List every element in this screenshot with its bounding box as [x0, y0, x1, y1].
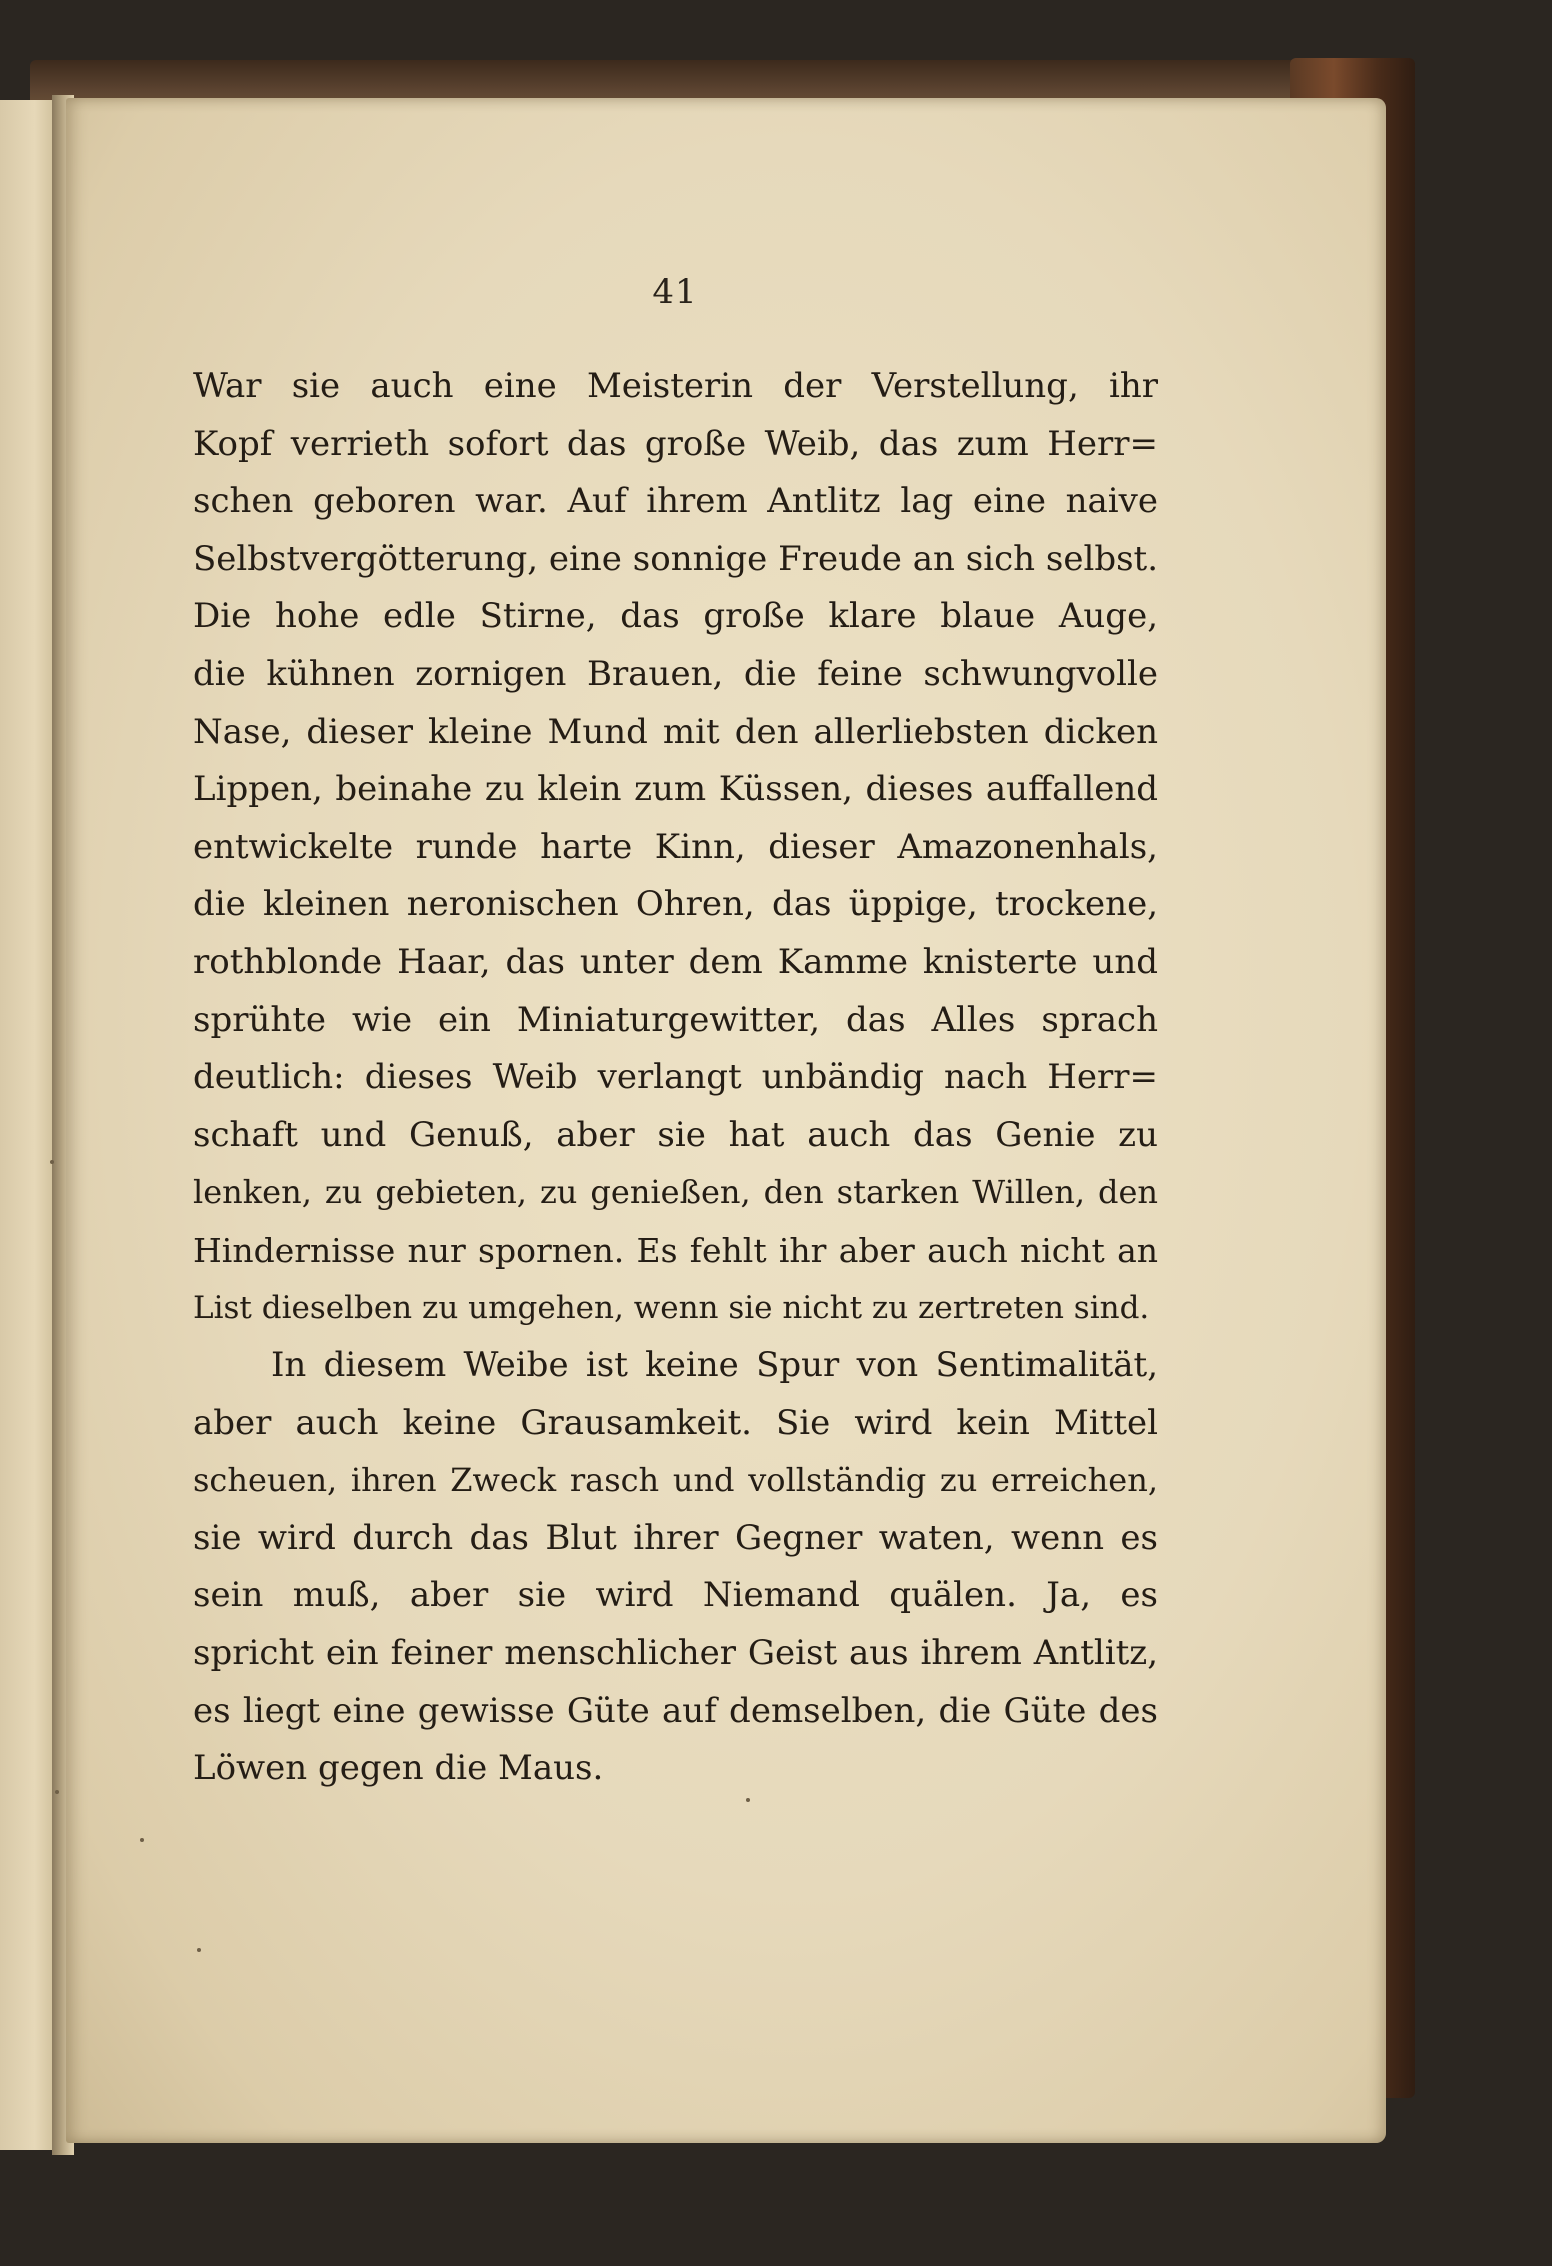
- paper-speck: [746, 1798, 750, 1802]
- text-line: Lippen, beinahe zu klein zum Küssen, dieses auffallend: [193, 769, 1158, 810]
- text-line: lenken, zu gebieten, zu genießen, den starken Willen, den: [193, 1173, 1158, 1212]
- text-line: spricht ein feiner menschlicher Geist aus ihrem Antlitz,: [193, 1633, 1158, 1674]
- text-line: In diesem Weibe ist keine Spur von Sentimalität,: [271, 1345, 1158, 1386]
- paper-speck: [55, 1790, 59, 1794]
- paper-speck: [50, 1160, 54, 1164]
- paper-speck: [140, 1838, 144, 1842]
- text-line: War sie auch eine Meisterin der Verstellung, ihr: [193, 366, 1158, 406]
- text-line: scheuen, ihren Zweck rasch und vollständig zu erreichen,: [193, 1461, 1158, 1500]
- text-line: schaft und Genuß, aber sie hat auch das Genie zu: [193, 1114, 1158, 1155]
- text-line: sprühte wie ein Miniaturgewitter, das Alles sprach: [193, 999, 1158, 1040]
- text-line: rothblonde Haar, das unter dem Kamme knisterte und: [193, 941, 1158, 982]
- text-line: aber auch keine Grausamkeit. Sie wird kein Mittel: [193, 1402, 1158, 1443]
- text-line: die kühnen zornigen Brauen, die feine schwungvolle: [193, 653, 1158, 694]
- page-number: 41: [652, 272, 698, 312]
- previous-page-edge: [0, 100, 58, 2150]
- paper-speck: [197, 1948, 201, 1952]
- text-line: Kopf verrieth sofort das große Weib, das zum Herr=: [193, 423, 1158, 464]
- text-line: schen geboren war. Auf ihrem Antlitz lag eine naive: [193, 481, 1158, 522]
- text-line: Nase, dieser kleine Mund mit den allerliebsten dicken: [193, 711, 1158, 752]
- text-line: die kleinen neronischen Ohren, das üppige, trockene,: [193, 884, 1158, 925]
- text-line: Löwen gegen die Maus.: [193, 1748, 604, 1789]
- text-line: List dieselben zu umgehen, wenn sie nicht zu zertreten sind.: [193, 1289, 1150, 1326]
- text-line: Die hohe edle Stirne, das große klare blaue Auge,: [193, 596, 1158, 637]
- text-line: Selbstvergötterung, eine sonnige Freude an sich selbst.: [193, 538, 1158, 579]
- text-line: entwickelte runde harte Kinn, dieser Amazonenhals,: [193, 826, 1158, 867]
- text-line: deutlich: dieses Weib verlangt unbändig nach Herr=: [193, 1057, 1158, 1098]
- text-line: sie wird durch das Blut ihrer Gegner waten, wenn es: [193, 1517, 1158, 1558]
- text-line: es liegt eine gewisse Güte auf demselben, die Güte des: [193, 1690, 1158, 1731]
- text-line: Hindernisse nur spornen. Es fehlt ihr aber auch nicht an: [193, 1230, 1158, 1270]
- text-line: sein muß, aber sie wird Niemand quälen. Ja, es: [193, 1575, 1158, 1616]
- page-text: [193, 358, 1158, 1798]
